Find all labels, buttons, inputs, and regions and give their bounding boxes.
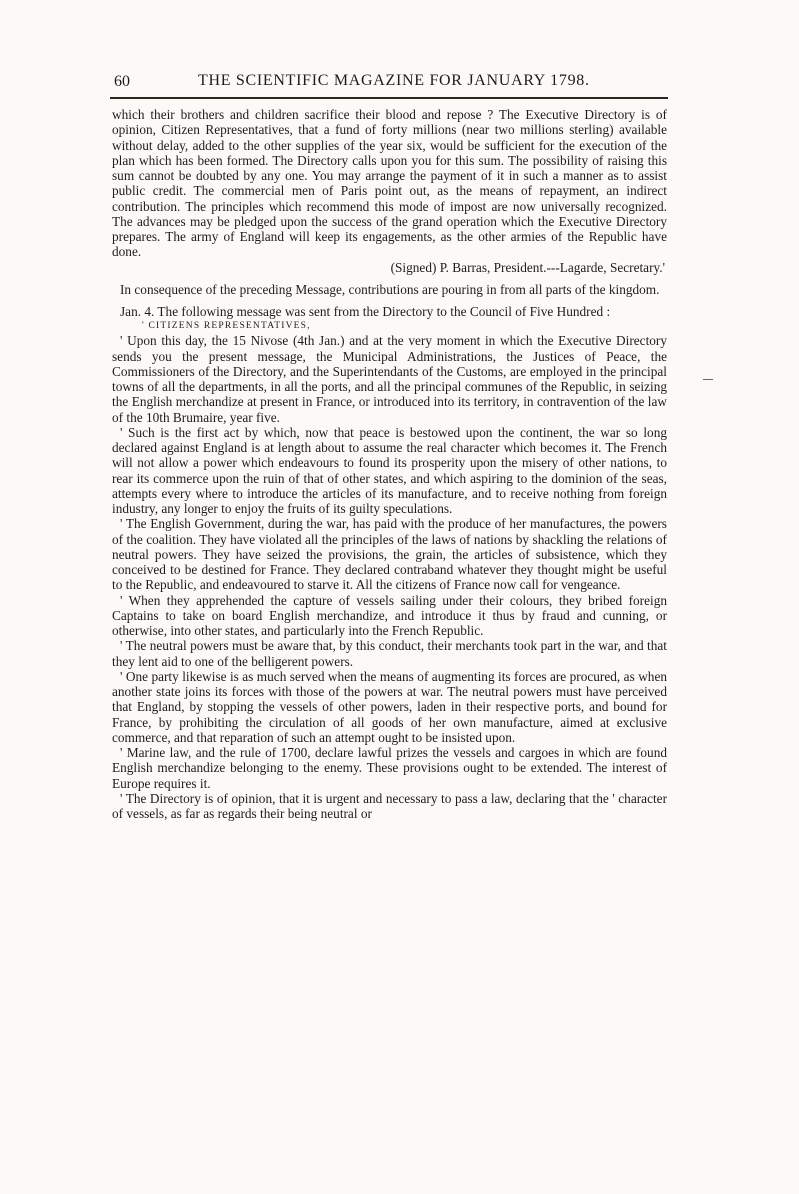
- paragraph: ' The English Government, during the war, has paid with the produce of her manufactures, the powers of the coalition. They have violated all the principles of the laws of nations by shackling the relations of neutral powers. They have seized the provisions, the grain, the articles of subsistence, which they conceived to be destined for France. They declared contraband whatever they thought might be useful to the Republic, and endeavoured to starve it. All the citizens of France now call for vengeance.: [112, 516, 667, 593]
- salutation: ' CITIZENS REPRESENTATIVES,: [142, 321, 311, 332]
- paragraph: Jan. 4. The following message was sent from the Directory to the Council of Five Hundred :: [120, 304, 611, 319]
- paragraph: ' Upon this day, the 15 Nivose (4th Jan.) and at the very moment in which the Executive Directory sends you the present message, the Municipal Administrations, the Justices of Peace, the Commissioners of the Directory, and the Superintendants of the Customs, are employed in the principal towns of all the departments, in all the ports, and all the principal communes of the Republic, in seizing the English merchandize at present in France, or introduced into its territory, in contravention of the law of the 10th Brumaire, year five.: [112, 333, 667, 425]
- signature-line: (Signed) P. Barras, President.---Lagarde, Secretary.': [390, 259, 665, 275]
- paragraph: ' When they apprehended the capture of vessels sailing under their colours, they bribed foreign Captains to take on board English merchandize, and introduce it thus by fraud and cunning, or otherwise, into other states, and particularly into the French Republic.: [112, 592, 667, 638]
- header-rule: [110, 97, 668, 99]
- paragraph: ' Marine law, and the rule of 1700, declare lawful prizes the vessels and cargoes in which are found English merchandize belonging to the enemy. These provisions ought to be extended. The interest of Europe requires it.: [112, 745, 667, 791]
- page-number: 60: [114, 73, 130, 90]
- body-text: [112, 107, 667, 821]
- paragraph: ' One party likewise is as much served when the means of augmenting its forces are procured, as when another state joins its forces with those of the powers at war. The neutral powers must have perceived that England, by stopping the vessels of other powers, laden in their respective ports, and bound for France, by prohibiting the circulation of all goods of her own manufacture, aimed at exclusive commerce, and that reparation of such an attempt ought to be insisted upon.: [112, 668, 667, 745]
- page-header: [112, 69, 667, 97]
- paragraph: ' The Directory is of opinion, that it is urgent and necessary to pass a law, declaring that the ' character of vessels, as far as regards their being neutral or: [112, 790, 667, 821]
- paragraph: ' Such is the first act by which, now that peace is bestowed upon the continent, the war so long declared against England is at length about to assume the real character which becomes it. The French will not allow a power which endeavours to found its prosperity upon the misery of other nations, to rear its commerce upon the ruin of that of other states, and which aspiring to the dominion of the seas, attempts every where to introduce the articles of its manufacture, and to receive nothing from foreign industry, any longer to enjoy the fruits of its guilty speculations.: [112, 424, 667, 516]
- paragraph: In consequence of the preceding Message, contributions are pouring in from all parts of the kingdom.: [120, 281, 660, 297]
- running-head: THE SCIENTIFIC MAGAZINE FOR JANUARY 1798.: [198, 72, 590, 89]
- margin-mark: [703, 379, 713, 380]
- paragraph: which their brothers and children sacrifice their blood and repose ? The Executive Directory is of opinion, Citizen Representatives, that a fund of forty millions (near two millions sterling) available without delay, added to the other supplies of the year six, would be sufficient for the execution of the plan which has been formed. The Directory calls upon you for this sum. The possibility of raising this sum cannot be doubted by any one. You may arrange the payment of it in such a manner as to assist public credit. The commercial men of Paris point out, as the means of repayment, an indirect contribution. The principles which recommend this mode of impost are now universally recognized. The advances may be pledged upon the success of the grand operation which the Executive Directory prepares. The army of England will keep its engagements, as the other armies of the Republic have done.: [112, 107, 667, 260]
- paragraph: ' The neutral powers must be aware that, by this conduct, their merchants took part in the war, and that they lent aid to one of the belligerent powers.: [112, 638, 667, 669]
